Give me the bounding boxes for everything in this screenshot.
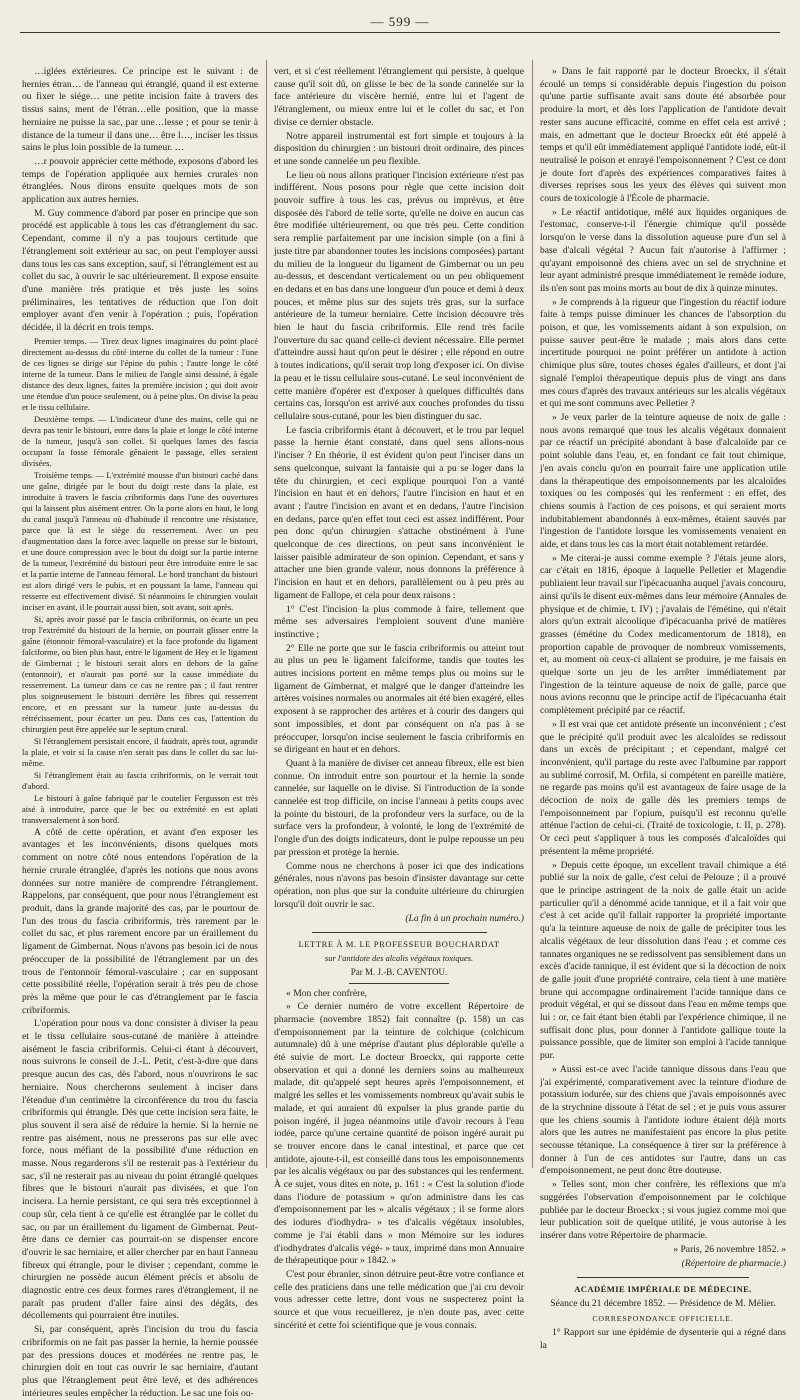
paragraph: » Dans le fait rapporté par le docteur Broeckx, il s'était écoulé un temps si considérable depuis l'ingestion du poison qu'une partie suffisante avait sans doute été absorbée pour produire la mort, et dès lors l'application de l'antidote devait rester sans aucune efficacité, comme en effet cela est arrivé ; mais, en admettant que le docteur Broeckx eût été appelé à temps et qu'il eût immédiatement appliqué l'antidote iodé, eût-il neutralisé le poison et enrayé l'empoisonnement ? C'est ce dont je doute fort d'après des expériences comparatives faites à diverses reprises sous les yeux des élèves qui suivent mon cours de toxicologie à l'École de pharmacie. — [540, 66, 786, 205]
academy-heading: ACADÉMIE IMPÉRIALE DE MÉDECINE. — [574, 1284, 752, 1295]
paragraph: Notre appareil instrumental est fort simple et toujours à la disposition du chirurgien : un bistouri droit ordinaire, des pinces et une sonde cannelée un peu flexible. — [274, 130, 524, 167]
paragraph: Quant à la manière de diviser cet anneau fibreux, elle est bien connue. On introduit entre son pourtour et la hernie la sonde cannelée, sur laquelle on le divise. Si l'introduction de la sonde cannelée est trop difficile, on incise l'anneau à petits coups avec la pointe du bistouri, de la profondeur vers la surface, ou de la surface vers la profondeur, à volonté, le long de l'extrémité de l'ongle d'un des doigts indicateurs, dont le pulpe repousse un peu par pression et protège la hernie. — [274, 757, 524, 858]
paragraph: …iglées extérieures. Ce principe est le suivant : de hernies étran… de l'anneau qui étranglé, quand il est externe ou fixer le siége… une petite incision faite à travers des tissus sains, ment de l'étran…elle position, que la masse herniaire ne puisse la sac, par une…lesse ; et pour se tenir à distance de la tumeur il dans une… être l…, inciser les tissus sains le plus loin possible de la tumeur. … — [22, 66, 258, 154]
continuation-note: (La fin à un prochain numéro.) — [405, 913, 524, 925]
paragraph: » Je veux parler de la teinture aqueuse de noix de galle : nous avons remarqué que tous les alcalis végétaux donnaient par ce réactif un précipité abondant à base d'alcaloïde par ce point soluble dans l'eau, et, en fondant ce fait tout chimique, j'en avais conclu qu'on en pourrait faire une application utile dans la thérapeutique des empoisonnements par les alcaloïdes toxiques ou les composés qui les renferment : en effet, des chiens soumis à l'action de ces poisons, et qui seraient morts indubitablement abandonnés à eux-mêmes, étaient sauvés par l'ingestion de l'antidote lorsque les vomissements venaient en aide, et dans tous les cas la mort était notablement retardée. — [540, 411, 786, 551]
column-middle — [274, 66, 524, 1331]
paragraph: Le bistouri à gaîne fabriqué par le coutelier Fergusson est très aisé à introduire, parce que le bec ou extrémité en est aplati transversalement à son bord. — [22, 792, 258, 825]
column-right — [540, 66, 787, 1351]
paragraph: Si, par conséquent, après l'incision du trou du fascia cribriformis on ne fait pas passer la hernie, la hernie poussée par des pressions douces et modérées ne rentre pas, le chirurgien doit en tout cas ouvrir le sac herniaire, d'autant plus que l'étranglement peut être levé, et des adhérences intérieures seules empêcher la réduction. Le sac une fois ou- — [22, 1324, 258, 1399]
paragraph: Premier temps. — Tirez deux lignes imaginaires du point placé directement au-dessus du côté interne du collet de la tumeur : l'une de ces lignes se dirige sur l'épine du pubis ; l'autre longe le côté interne de la tumeur. Dans le milieu de l'angle ainsi dessiné, à égale distance des deux lignes, faites la première incision ; qui doit avoir une étendue d'un pouce seulement, ou à peine plus. On divise la peau et le tissu cellulaire. — [22, 335, 258, 412]
session-line: Séance du 21 décembre 1852. — Présidence de M. Mélier. — [550, 1297, 776, 1309]
paragraph: » Je comprends à la rigueur que l'ingestion du réactif iodure faite à temps puisse diminuer les chances de l'absorption du poison, et que, les vomissements aidant à son expulsion, on puisse sauver peut-être le malade ; mais alors dans cette incertitude pourquoi ne point préférer un antidote à action chimique plus sûre, toutes choses égales d'ailleurs, et dont j'ai signalé l'emploi thérapeutique depuis plus de vingt ans dans mes cours d'après des travaux antérieurs sur les alcalis végétaux et qui me sont communs avec Pelletier ? — [540, 296, 786, 410]
paragraph: Si l'étranglement était au fascia cribriformis, on le verrait tout d'abord. — [22, 769, 258, 791]
paragraph: …r pouvoir apprécier cette méthode, exposons d'abord les temps de l'opération appliquée aux hernies crurales non étranglées. Nous dirons ensuite quelques mots de son application aux autres hernies. — [22, 155, 258, 206]
paragraph: 1° C'est l'incision la plus commode à faire, tellement que même ses adversaires l'emploient souvent d'une manière instinctive ; — [274, 603, 524, 640]
paragraph: » Ce dernier numéro de votre excellent Répertoire de pharmacie (novembre 1852) fait connaître (p. 158) un cas d'empoisonnement par la teinture de colchique (colchicum autumnale) dû à une méprise d'autant plus déplorable qu'elle a été suivie de mort. Le docteur Broeckx, qui rapporte cette observation et qui a donné les derniers soins au malheureux malade, dit qu'appelé sept heures après l'empoisonnement, et malgré les selles et les vomissements nombreux qu'avait subis le malade, et qui auraient dû expulser la plus grande partie du poison ingéré, il jugea néanmoins utile d'avoir recours à l'eau iodée, parce qu'une certaine quantité de poison ingéré aurait pu se trouver encore dans le canal intestinal, et parce que cet antidote, ajoute-t-il, est conseillé dans tous les empoisonnements par les alcalis végétaux ou par des substances qui les renferment. À ce sujet, vous dites en note, p. 161 : « C'est la solution d'iode dans l'iodure de potassium » qu'on administre dans les cas d'empoisonnement par les » alcalis végétaux ; il se forme alors des iodures d'iodhydra- » tes d'alcalis végétaux insolubles, comme je l'ai établi dans » mon Mémoire sur les iodures d'iodhydrates d'alcalis végé- » taux, imprimé dans mon Annuaire de thérapeutique pour » 1842. » — [274, 1001, 524, 1267]
header-rule — [20, 32, 780, 33]
paragraph: M. Guy commence d'abord par poser en principe que son procédé est applicable à tous les cas d'étranglement du sac. Cependant, comme il n'y a pas toujours certitude que l'étranglement soit extérieur au sac, on peut l'employer aussi dans tous les cas sans exception, sauf, si l'étranglement est au collet du sac, à ouvrir le sac ultérieurement. Il expose ensuite d'une manière très pratique et très juste les soins préliminaires, les tentatives de réduction que l'on doit employer avant d'en venir à l'opération ; puis, l'opération décidée, il la décrit en trois temps. — [22, 207, 258, 334]
paragraph: Troisième temps. — L'extrémité mousse d'un bistouri caché dans une gaîne, dirigée par le bout du doigt reste dans la plaie, est introduite à travers le fascia cribriformis dans l'une des ouvertures qui la laissent plus aisément entrer. On la porte alors en haut, le long du canal jusqu'à l'anneau où d'habitude il rencontre une résistance, parce que là est le siège du resserrement. Avec un peu d'augmentation dans la force avec laquelle on presse sur le bistouri, et une douce compression avec le bout du doigt sur la partie interne de la tumeur, l'extrémité du bistouri peut être introduite entre le sac et la partie interne de l'anneau fémoral. Le bord tranchant du bistouri est alors dirigé vers le pubis, et en poussant la lame, l'anneau qui resserre est effectivement divisé. Si néanmoins le chirurgien voulait inciser en avant, il le pourrait aussi bien, soit avant, soit après. — [22, 469, 258, 612]
paragraph: 1° Rapport sur une épidémie de dysenterie qui a régné dans la — [540, 1327, 786, 1351]
paragraph: Le fascia cribriformis étant à découvert, et le trou par lequel passe la hernie étant constaté, dans quel sens allons-nous l'inciser ? En théorie, il est évident qu'on peut l'inciser dans un sens quelconque, suivant la fantaisie qui a pu se loger dans la tête du chirurgien, et ceci explique pourquoi l'on a vanté l'incision en haut et en dehors, l'autre l'incision en haut et en avant ; l'autre l'incision en avant et en dedans, l'autre l'incision en dedans, parce qu'en effet tout ceci est assez indifférent. Pour peu donc qu'un chirurgien s'attache obstinément à l'une quelconque de ces directions, on peut sans inconvénient le laisser paisible admirateur de son opinion. Cependant, et sans y attacher une bien grande valeur, nous donnons la préférence à l'incision en haut et en dehors, parallèlement ou à peu près au ligament de Fallope, et cela pour deux raisons : — [274, 424, 524, 601]
column-divider — [266, 60, 267, 1168]
paragraph: L'opération pour nous va donc consister à diviser la peau et le tissu cellulaire sous-cutané de manière à atteindre aisément le fascia cribriformis. Celui-ci étant à découvert, nous suivrons le conseil de J.-L. Petit, c'est-à-dire que dans presque aucun des cas, dès l'abord, nous n'ouvrirons le sac herniaire. Nous chercherons seulement à inciser dans l'étendue d'un centimètre la circonférence du trou du fascia cribriformis qui étrangle. Dès que cette incision sera faite, le plus souvent il sera aisé de réduire la hernie. Si la hernie ne rentre pas aisément, nous ne presserons pas sur elle avec force, nous méfiant de la possibilité d'une réduction en masse. Nous regarderons s'il ne resterait pas à l'extérieur du sac, s'il ne resterait pas au niveau du point étranglé quelques fibres que le bistouri n'aurait pas divisées, et que l'on incisera. La hernie persistant, ce qui sera très exceptionnel à coup sûr, cela tient à ce qu'elle est étranglée par le collet du sac, ou par un éraillement du ligament de Gimbernat. Peut-être dans ce dernier cas pourrait-on se dispenser encore d'ouvrir le sac herniaire, et aller chercher par en haut l'anneau fibreux qui étrangle, pour le diviser ; cependant, comme le chirurgien ne possède aucun élément précis et absolu de diagnostic entre ces deux formes rares d'étranglement, il ne paraît pas prudent d'aller faire ainsi des dégâts, des décollements qui pourraient être inutiles. — [22, 1018, 258, 1322]
column-left — [22, 66, 258, 1399]
paragraph: » Telles sont, mon cher confrère, les réflexions que m'a suggérées l'observation d'empoisonnement par le colchique publiée par le docteur Broeckx ; si vous jugiez comme moi que leur publication soit de quelque utilité, je vous autorise à les insérer dans votre Répertoire de pharmacie. — [540, 1179, 786, 1241]
paragraph: » Il est vrai que cet antidote présente un inconvénient ; c'est que le précipité qu'il produit avec les alcaloïdes se redissout dans un excès de précipitant ; et cependant, malgré cet inconvénient, qu'il partage du reste avec l'albumine par rapport au sublimé corrosif, M. Orfila, si compétent en pareille matière, ne regarde pas moins qu'il est avantageux de faire usage de la décoction de noix de galle dès les premiers temps de l'empoisonnement par l'opium, puisqu'il est reconnu qu'elle atténue l'action de celui-ci. (Traité de toxicologie, t. II, p. 278). Or ceci peut s'appliquer à tous les composés d'alcaloïdes qui présentent la même propriété. — [540, 718, 786, 857]
paragraph: A côté de cette opération, et avant d'en exposer les avantages et les inconvénients, disons quelques mots comment on notre côté nous entendons l'opération de la hernie crurale étranglée, d'après les notions que nous avons données sur notre manière de comprendre l'étranglement. Rappelons, par conséquent, que pour nous l'étranglement est produit, dans la grande majorité des cas, par le pourtour de l'un des trous du fascia cribriformis, très rarement par le collet du sac, et plus rarement encore par un éraillement du ligament de Gimbernat. Nous n'avons pas besoin ici de nous préoccuper de la possibilité de l'étranglement par un des trous de l'entonnoir fémoral-vasculaire ; car en supposant cette possibilité réelle, l'opération serait à très peu de chose près la même que pour le cas d'étranglement par le fascia cribriformis. — [22, 826, 258, 1016]
page-number: — 599 — — [370, 14, 430, 29]
section-divider — [349, 983, 449, 984]
paragraph: « Mon cher confrère, — [286, 987, 367, 999]
letter-author: Par M. J.-B. CAVENTOU. — [350, 966, 448, 977]
paragraph: Si l'étranglement persistait encore, il faudrait, après tout, agrandir la plaie, et voir si la cause n'en serait pas dans le collet du sac lui-même. — [22, 735, 258, 768]
paragraph: Le lieu où nous allons pratiquer l'incision extérieure n'est pas indifférent. Nous posons pour règle que cette incision doit pouvoir suffire à tous les cas, prévus ou imprévus, et être disposée dès l'abord de telle sorte, qu'elle ne doive en aucun cas être modifiée ultérieurement, ou que très peu. Cette condition sera remplie parfaitement par une incision simple (on a fini à juste titre par abandonner toutes les incisions composées) partant du milieu de la longueur du ligament de Gimbernat ou un peu au-dessus, et descendant verticalement ou un peu obliquement en dedans et en bas dans une longueur d'un pouce et demi à deux pouces, et même plus sur des sujets très gras, sur la surface antérieure de la tumeur herniaire. Cette incision découvre très bien le haut du fascia cribriformis. Elle rend très facile l'ouverture du sac quand celle-ci devient nécessaire. Elle permet d'atteindre aussi haut qu'on peut le désirer ; elle répond en outre à toutes indications, qu'il serait trop long d'exposer ici. On divise la peau et le tissu cellulaire sous-cutané. Le seul inconvénient de cette manière d'opérer est d'exposer à quelques difficultés dans certains cas, lorsqu'on est arrivé aux couches profondes du tissu cellulaire sous-cutané, pour les bien distinguer du sac. — [274, 169, 524, 422]
section-divider — [312, 932, 487, 933]
paragraph: vert, et si c'est réellement l'étranglement qui persiste, à quelque cause qu'il soit dû, on glisse le bec de la sonde cannelée sur la face antérieure du viscère hernié, entre lui et l'agent de l'étranglement, ou mieux entre lui et le collet du sac, et l'on divise ce dernier obstacle. — [274, 66, 524, 128]
paragraph: » Le réactif antidotique, mêlé aux liquides organiques de l'estomac, conserve-t-il l'énergie chimique qu'il possède lorsqu'on le verse dans la dissolution aqueuse pure d'un sel à base d'alcali végétal ? Aucun fait n'autorise à l'affirmer ; qu'ayant empoisonné des chiens avec un sel de strychnine et leur ayant administré presque immédiatement le remède iodure, ils n'en sont pas moins morts au bout de dix à quinze minutes. — [540, 206, 786, 294]
section-divider — [577, 1277, 749, 1278]
paragraph: » Me citerai-je aussi comme exemple ? J'étais jeune alors, car c'était en 1816, époque à laquelle Pelletier et Magendie publiaient leur travail sur l'ipécacuanha auquel j'avais concouru, ainsi qu'ils le disent eux-mêmes dans leur mémoire (Annales de physique et de chimie, t. IV) ; j'avalais de l'émétine, qui n'était alors qu'un extrait alcoolique d'ipécacuanha privé de matières grasses (émétine du Codex medicamentorum de 1818), en proportion capable de provoquer de nombreux vomissements, et, au moment où ceux-ci allaient se produire, je me faisais en quelque sorte un jeu de les arrêter immédiatement par l'ingestion de la teinture aqueuse de noix de galle, parce que nous avions reconnu que le principe actif de l'ipécacuanha était complètement précipité par ce réactif. — [540, 552, 786, 717]
source-note: (Répertoire de pharmacie.) — [681, 1258, 786, 1270]
paragraph: » Aussi est-ce avec l'acide tannique dissous dans l'eau que j'ai expérimenté, comparativement avec la teinture d'iodure de potassium iodurée, sur des chiens que j'avais empoisonnés avec de la strychnine dissoute à l'état de sel ; et je puis vous assurer que les chiens soumis à l'antidote iodure étaient déjà morts alors que les autres ne manifestaient pas encore la plus petite secousse tétanique. La conséquence à tirer sur la préférence à donner à l'un de ces antidotes sur l'autre, dans un cas d'empoisonnement, ne peut donc être douteuse. — [540, 1063, 786, 1177]
paragraph: » Depuis cette époque, un excellent travail chimique a été publié sur la noix de galle, c'est celui de Pelouze ; il a prouvé que le principe astringent de la noix de galle était un acide particulier qu'il a dénommé acide tannique, et il a fait voir que c'est à cet acide qu'il fallait rapporter la propriété importante qu'a la teinture aqueuse de noix de galle de précipiter tous les alcalis végétaux de leur dissolution dans l'eau ; et comme ces tannates organiques ne se redissolvent pas sensiblement dans un excès d'acide tannique, il est évident que si la décoction de noix de galle jouit d'une propriété contraire, cela tient à une matière brune qui accompagne ordinairement l'acide tannique dans ce produit végétal, et qui se dissout dans l'eau en même temps que lui : or, ce fait étant bien établi par l'expérience chimique, il ne suffisait donc plus, pour donner à l'antidote gallique toute la puissance possible, que de limiter son emploi à l'acide tannique pur. — [540, 859, 787, 1062]
column-divider — [532, 60, 533, 1168]
letter-dateline: » Paris, 26 novembre 1852. » — [673, 1243, 786, 1255]
letter-subtitle: sur l'antidote des alcalis végétaux toxiques. — [324, 952, 474, 963]
paragraph: Comme nous ne cherchons à poser ici que des indications générales, nous n'avons pas besoin d'insister davantage sur cette opération, non plus que sur la conduite ultérieure du chirurgien lorsqu'il doit ouvrir le sac. — [274, 860, 524, 910]
correspondence-heading: CORRESPONDANCE OFFICIELLE. — [592, 1313, 734, 1323]
paragraph: 2° Elle ne porte que sur le fascia cribriformis ou atteint tout au plus un peu le ligament falciforme, tandis que toutes les autres incisions portent en même temps plus ou moins sur le ligament de Gimbernat, et malgré que le danger d'atteindre les artères voisines normales ou anormales ait été bien exagéré, elles exposent à se rapprocher des artères et à courir des dangers qui sont impossibles, et dont par conséquent on n'a pas à se préoccuper, lorsqu'on incise seulement le fascia cribriformis en se dirigeant en haut et en dehors. — [274, 642, 524, 756]
paragraph: Deuxième temps. — L'indicateur d'une des mains, celle qui ne devra pas tenir le bistouri, entre dans la plaie et longe le côté interne de la tumeur, jusqu'à son collet. Si quelques lames des fascia occupant la fosse fémorale gênaient le passage, elles seraient divisées. — [22, 413, 258, 468]
paragraph: Si, après avoir passé par le fascia cribriformis, on écarte un peu trop l'extrémité du bistouri de la hernie, on pourrait glisser entre la gaîne (étonnoir fémoral-vasculaire) et la face profonde du ligament falciforme, ou bien plus haut, entre le ligament de Hey et le ligament de Gimbernat ; le bistouri serait alors en dehors de la gaîne (entonnoir), et n'aurait pas porté sur la cause immédiate du resserrement. La tumeur dans ce cas ne rentre pas ; il faut rentrer plus soigneusement le bistouri derrière les fibres qui resserrent encore, et en pressant sur la tumeur juste au-dessus du rétrécissement, pour écarter un peu. Dans ces cas, l'attention du chirurgien peut être appelée sur le septum crural. — [22, 613, 258, 734]
paragraph: C'est pour ébranler, sinon détruire peut-être votre confiance et celle des praticiens dans une telle médication que j'ai cru devoir vous adresser cette lettre, dont vous ne suspecterez point la source et que vous recueillerez, je n'en doute pas, avec cette sincérité et cette foi scientifique que je vous connais. — [274, 1268, 524, 1331]
letter-title: LETTRE À M. LE PROFESSEUR BOUCHARDAT — [298, 939, 500, 950]
